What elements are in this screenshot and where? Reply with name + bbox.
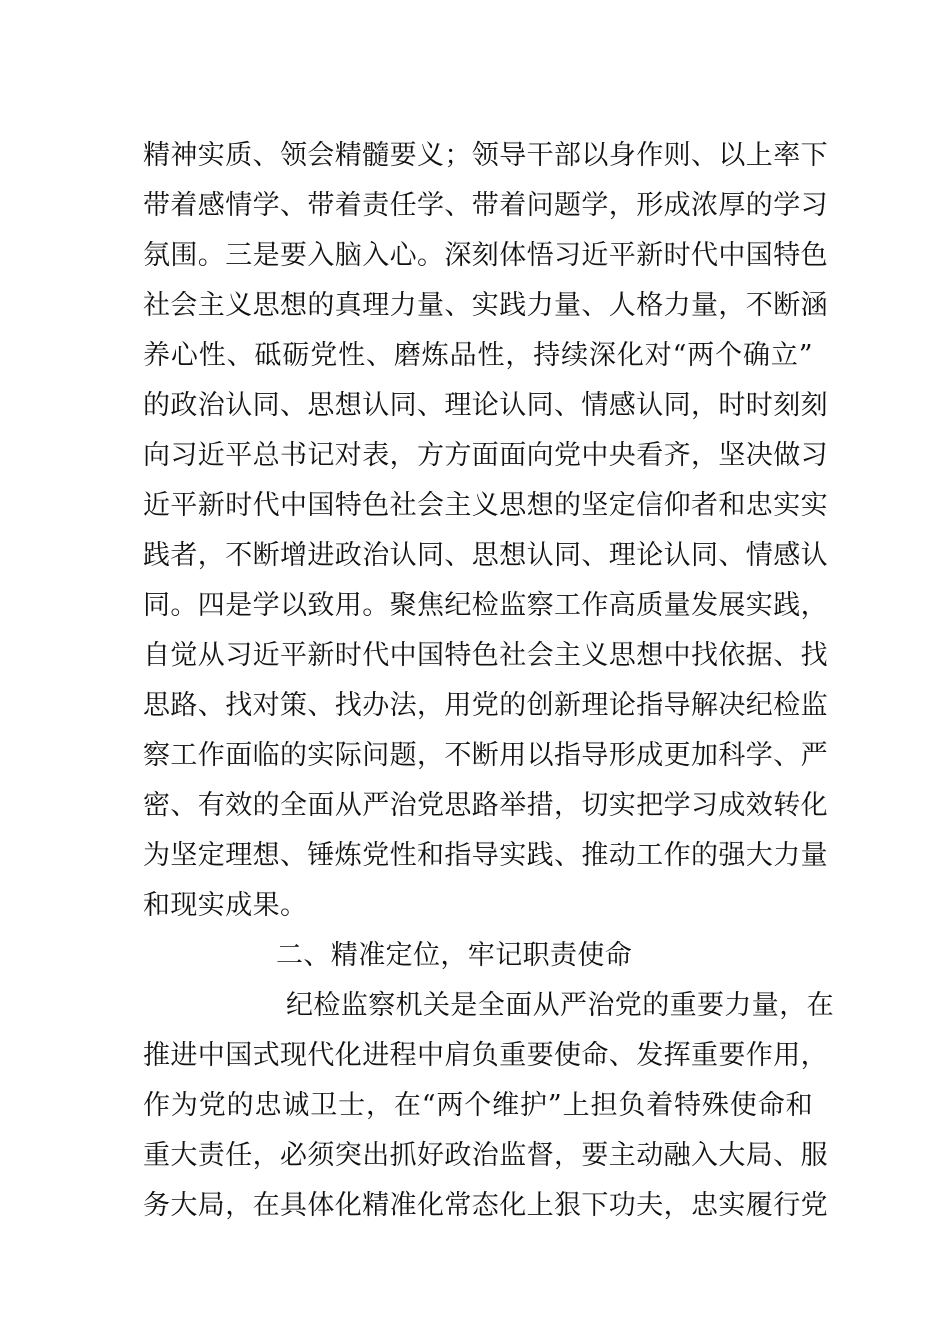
text-line: 察工作面临的实际问题，不断用以指导形成更加科学、严 bbox=[143, 740, 828, 771]
text-line: 带着感情学、带着责任学、带着问题学，形成浓厚的学习 bbox=[143, 190, 828, 221]
text-line: 养心性、砥砺党性、磨炼品性，持续深化对“两个确立” bbox=[143, 340, 813, 371]
document-body bbox=[143, 131, 834, 1231]
text-line: 同。四是学以致用。聚焦纪检监察工作高质量发展实践， bbox=[143, 590, 828, 621]
text-line: 自觉从习近平新时代中国特色社会主义思想中找依据、找 bbox=[143, 640, 828, 671]
text-line: 为坚定理想、锤炼党性和指导实践、推动工作的强大力量 bbox=[143, 840, 828, 871]
text-line: 精神实质、领会精髓要义；领导干部以身作则、以上率下 bbox=[143, 140, 828, 171]
paragraph-first-line: 纪检监察机关是全面从严治党的重要力量，在 bbox=[286, 990, 834, 1021]
text-line: 氛围。三是要入脑入心。深刻体悟习近平新时代中国特色 bbox=[143, 240, 828, 271]
text-line: 的政治认同、思想认同、理论认同、情感认同，时时刻刻 bbox=[143, 390, 828, 421]
text-line: 务大局，在具体化精准化常态化上狠下功夫，忠实履行党 bbox=[143, 1190, 828, 1221]
text-line: 践者，不断增进政治认同、思想认同、理论认同、情感认 bbox=[143, 540, 828, 571]
text-line: 思路、找对策、找办法，用党的创新理论指导解决纪检监 bbox=[143, 690, 828, 721]
text-line: 重大责任，必须突出抓好政治监督，要主动融入大局、服 bbox=[143, 1140, 828, 1171]
text-line: 作为党的忠诚卫士，在“两个维护”上担负着特殊使命和 bbox=[143, 1090, 813, 1121]
text-line: 社会主义思想的真理力量、实践力量、人格力量，不断涵 bbox=[143, 290, 828, 321]
text-line: 向习近平总书记对表，方方面面向党中央看齐，坚决做习 bbox=[143, 440, 828, 471]
text-line: 推进中国式现代化进程中肩负重要使命、发挥重要作用， bbox=[143, 1040, 828, 1071]
text-line: 近平新时代中国特色社会主义思想的坚定信仰者和忠实实 bbox=[143, 490, 828, 521]
text-line: 密、有效的全面从严治党思路举措，切实把学习成效转化 bbox=[143, 790, 828, 821]
text-line: 和现实成果。 bbox=[143, 890, 308, 921]
section-heading: 二、精准定位，牢记职责使命 bbox=[276, 940, 633, 971]
